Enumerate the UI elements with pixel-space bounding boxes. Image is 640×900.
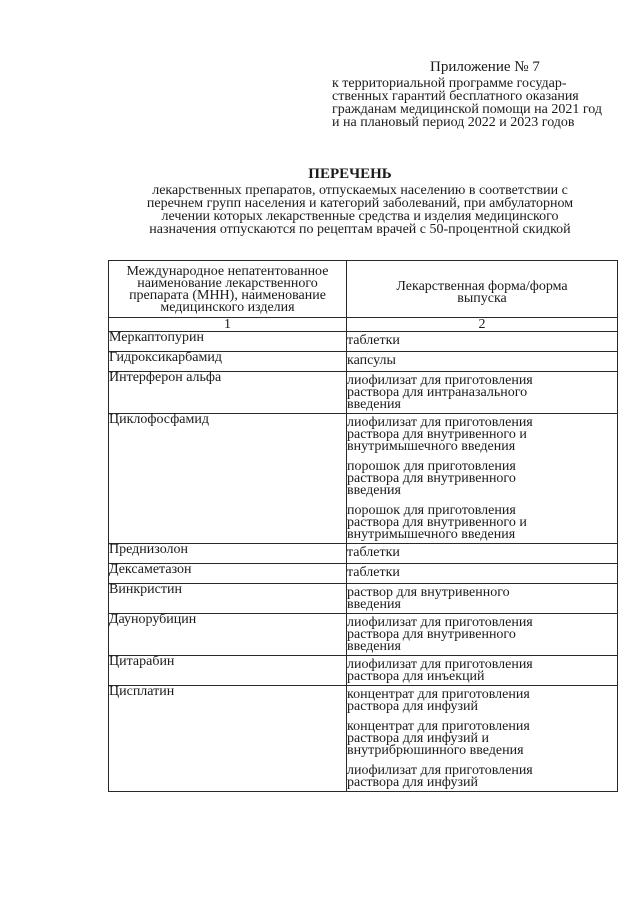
drug-form-line: раствора для внутривенного и <box>347 515 527 530</box>
drug-form-line: введения <box>347 597 401 612</box>
table-row <box>109 656 618 686</box>
drug-form-line: внутримышечного введения <box>347 527 516 542</box>
drug-form-line: раствора для инфузий и <box>347 731 490 746</box>
drug-form-line: лиофилизат для приготовления <box>347 615 533 630</box>
document-intro <box>110 184 610 236</box>
drug-form <box>347 686 617 713</box>
drug-form-cell <box>347 414 618 544</box>
drug-form-cell <box>347 372 618 414</box>
drug-form-line: раствора для внутривенного <box>347 471 516 486</box>
table-row <box>109 614 618 656</box>
intro-line: назначения отпускаются по рецептам врачей с 50-процентной скидкой <box>149 222 571 237</box>
intro-line: лекарственных препаратов, отпускаемых населению в соответствии с <box>152 183 568 198</box>
drug-form-line: концентрат для приготовления <box>347 719 530 734</box>
table-row <box>109 564 618 584</box>
table-row <box>109 584 618 614</box>
column-number: 1 <box>109 318 347 332</box>
drug-name: Меркаптопурин <box>109 332 347 352</box>
drug-name: Винкристин <box>109 584 347 614</box>
drug-name: Преднизолон <box>109 544 347 564</box>
document-title: ПЕРЕЧЕНЬ <box>308 166 392 182</box>
header-line: выпуска <box>457 291 507 306</box>
intro-line: перечнем групп населения и категорий заболеваний, при амбулаторном <box>146 196 574 211</box>
drug-form-line: капсулы <box>347 353 396 368</box>
drug-form <box>347 656 617 685</box>
drug-form-line: лиофилизат для приготовления <box>347 415 533 430</box>
subtitle-line: к территориальной программе государ- <box>332 76 567 91</box>
drug-form-cell <box>347 352 618 372</box>
drug-form-line: лиофилизат для приготовления <box>347 373 533 388</box>
drug-form-cell <box>347 332 618 352</box>
drug-form-cell <box>347 686 618 792</box>
subtitle-line: гражданам медицинской помощи на 2021 год <box>332 102 602 117</box>
drug-name: Интерферон альфа <box>109 372 347 414</box>
drug-form <box>347 332 617 351</box>
drug-form-line: порошок для приготовления <box>347 459 516 474</box>
drug-form <box>347 757 617 791</box>
header-line: препарата (МНН), наименование <box>129 288 326 303</box>
drug-form-line: введения <box>347 483 401 498</box>
drug-form-line: раствора для инфузий <box>347 775 479 790</box>
drug-form-line: раствора для инъекций <box>347 669 485 684</box>
table-row <box>109 544 618 564</box>
drug-form-cell <box>347 656 618 686</box>
subtitle-line: и на плановый период 2022 и 2023 годов <box>332 115 575 130</box>
drug-form <box>347 564 617 583</box>
column-number: 2 <box>347 318 618 332</box>
table-row <box>109 332 618 352</box>
drug-form <box>347 453 617 497</box>
header-col-mnn <box>109 261 347 318</box>
header-line: Лекарственная форма/форма <box>396 279 568 294</box>
drug-form-line: внутрибрюшинного введения <box>347 743 524 758</box>
drug-form <box>347 497 617 543</box>
drug-form <box>347 544 617 563</box>
drug-form-line: концентрат для приготовления <box>347 687 530 702</box>
drug-form-line: введения <box>347 639 401 654</box>
drug-form-line: раствора для внутривенного <box>347 627 516 642</box>
drug-form-line: таблетки <box>347 333 400 348</box>
drug-form-line: внутримышечного введения <box>347 439 516 454</box>
subtitle-line: ственных гарантий бесплатного оказания <box>332 89 579 104</box>
drug-name: Гидроксикарбамид <box>109 352 347 372</box>
table-row <box>109 686 618 792</box>
header-line: наименование лекарственного <box>137 276 318 291</box>
drug-form-line: введения <box>347 397 401 412</box>
drug-form-line: раствор для внутривенного <box>347 585 510 600</box>
drug-form-line: таблетки <box>347 545 400 560</box>
drug-form <box>347 372 617 413</box>
header-col-form <box>347 261 618 318</box>
appendix-number: Приложение № 7 <box>430 59 540 75</box>
drug-form-line: раствора для интраназального <box>347 385 528 400</box>
drug-name: Цисплатин <box>109 686 347 792</box>
drug-form-cell <box>347 544 618 564</box>
drug-name: Дексаметазон <box>109 564 347 584</box>
drug-list-table <box>108 260 618 792</box>
drug-name: Даунорубицин <box>109 614 347 656</box>
drug-form-line: раствора для инфузий <box>347 699 479 714</box>
drug-form <box>347 713 617 757</box>
intro-line: лечении которых лекарственные средства и изделия медицинского <box>161 209 559 224</box>
drug-form-line: лиофилизат для приготовления <box>347 763 533 778</box>
drug-form-line: порошок для приготовления <box>347 503 516 518</box>
drug-form-cell <box>347 584 618 614</box>
drug-form-cell <box>347 564 618 584</box>
drug-form-cell <box>347 614 618 656</box>
table-row <box>109 352 618 372</box>
drug-form-line: лиофилизат для приготовления <box>347 657 533 672</box>
table-header-row <box>109 261 618 318</box>
drug-form-line: раствора для внутривенного и <box>347 427 527 442</box>
header-line: Международное непатентованное <box>126 264 329 279</box>
drug-name: Циклофосфамид <box>109 414 347 544</box>
header-line: медицинского изделия <box>160 300 295 315</box>
table-row <box>109 372 618 414</box>
table-body <box>109 332 618 792</box>
drug-form-line: таблетки <box>347 565 400 580</box>
drug-name: Цитарабин <box>109 656 347 686</box>
table-row <box>109 414 618 544</box>
drug-form <box>347 584 617 613</box>
appendix-subtitle <box>332 77 602 129</box>
drug-form <box>347 414 617 453</box>
drug-form <box>347 614 617 655</box>
drug-form <box>347 352 617 371</box>
